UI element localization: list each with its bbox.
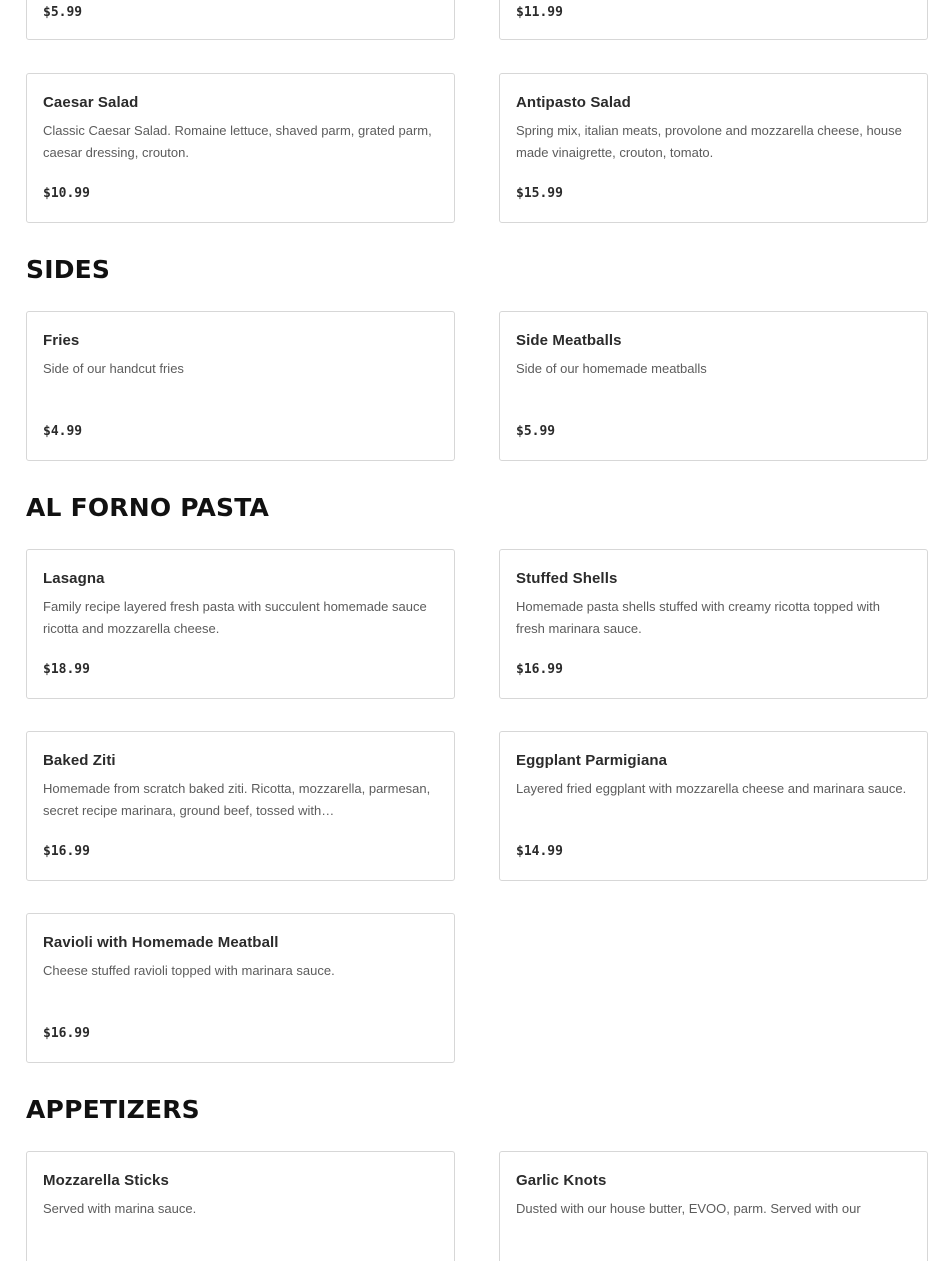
item-price: $5.99 (516, 424, 556, 439)
item-description: Layered fried eggplant with mozzarella cheese and marinara sauce. (516, 781, 907, 796)
item-description: Side of our handcut fries (43, 361, 184, 376)
item-description: Dusted with our house butter, EVOO, parm. Served with our (516, 1201, 861, 1216)
item-name: Garlic Knots (516, 1172, 607, 1189)
item-price: $5.99 (43, 5, 83, 20)
item-description: Side of our homemade meatballs (516, 361, 707, 376)
menu-item-card[interactable] (499, 1151, 928, 1261)
menu-item-card[interactable] (499, 73, 928, 223)
menu-item-card[interactable] (26, 311, 455, 461)
item-name: Stuffed Shells (516, 570, 618, 587)
item-name: Baked Ziti (43, 752, 116, 769)
item-price: $10.99 (43, 186, 90, 201)
section-title-sides: SIDES (26, 255, 111, 284)
item-price: $16.99 (43, 1026, 90, 1041)
item-name: Mozzarella Sticks (43, 1172, 169, 1189)
item-price: $14.99 (516, 844, 563, 859)
section-title-appetizers: APPETIZERS (26, 1095, 200, 1124)
item-description: Homemade from scratch baked ziti. Ricotta, mozzarella, parmesan, secret recipe marinara, ground beef, tossed with… (43, 781, 431, 818)
item-description: Family recipe layered fresh pasta with succulent homemade sauce ricotta and mozzarella cheese. (43, 599, 427, 636)
item-name: Caesar Salad (43, 94, 139, 111)
item-name: Side Meatballs (516, 332, 622, 349)
section-title-al-forno-pasta: AL FORNO PASTA (26, 493, 270, 522)
item-price: $4.99 (43, 424, 83, 439)
item-name: Lasagna (43, 570, 105, 587)
menu-item-card[interactable] (499, 549, 928, 699)
item-description: Cheese stuffed ravioli topped with marinara sauce. (43, 963, 335, 978)
menu-item-card[interactable] (26, 1151, 455, 1261)
item-name: Ravioli with Homemade Meatball (43, 934, 279, 951)
menu-item-card[interactable] (499, 0, 928, 40)
menu-item-card[interactable] (26, 73, 455, 223)
menu-item-card[interactable] (499, 731, 928, 881)
item-price: $16.99 (516, 662, 563, 677)
menu-item-card[interactable] (26, 913, 455, 1063)
item-description: Classic Caesar Salad. Romaine lettuce, shaved parm, grated parm, caesar dressing, crouton. (43, 123, 432, 160)
item-name: Eggplant Parmigiana (516, 752, 668, 769)
menu-item-card[interactable] (499, 311, 928, 461)
menu-item-card[interactable] (26, 731, 455, 881)
item-description: Served with marina sauce. (43, 1201, 197, 1216)
item-name: Fries (43, 332, 80, 349)
item-name: Antipasto Salad (516, 94, 631, 111)
item-price: $11.99 (516, 5, 563, 20)
item-price: $16.99 (43, 844, 90, 859)
item-price: $15.99 (516, 186, 563, 201)
item-price: $18.99 (43, 662, 90, 677)
item-description: Homemade pasta shells stuffed with creamy ricotta topped with fresh marinara sauce. (516, 599, 880, 636)
item-description: Spring mix, italian meats, provolone and mozzarella cheese, house made vinaigrette, crouton, tomato. (516, 123, 902, 160)
menu-item-card[interactable] (26, 0, 455, 40)
menu-item-card[interactable] (26, 549, 455, 699)
